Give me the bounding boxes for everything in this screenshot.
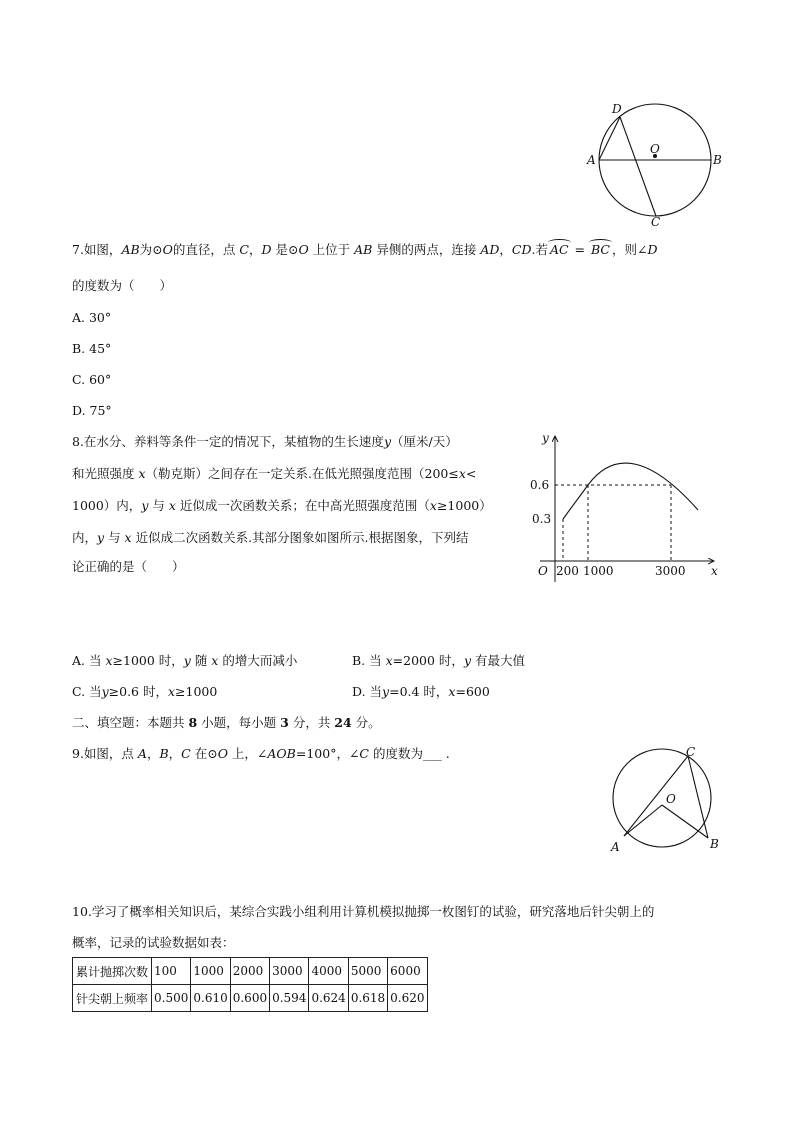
q8-option-b: B. 当 x=2000 时，y 有最大值 xyxy=(352,653,525,668)
table-cell: 1000 xyxy=(191,958,230,985)
table-cell: 0.624 xyxy=(309,985,348,1012)
q10-stem-line2: 概率，记录的试验数据如表： xyxy=(72,935,235,950)
label-o: O xyxy=(650,142,660,156)
table-cell: 0.620 xyxy=(388,985,427,1012)
q8-option-d: D. 当y=0.4 时，x=600 xyxy=(352,684,490,699)
q8-stem-line1: 8.在水分、养料等条件一定的情况下，某植物的生长速度y（厘米/天） xyxy=(72,434,458,449)
origin-label: O xyxy=(538,564,548,578)
table-row xyxy=(73,985,428,1012)
table-cell: 100 xyxy=(152,958,191,985)
q7-option-c: C. 60° xyxy=(72,372,112,387)
x-tick-1000: 1000 xyxy=(583,564,614,578)
q8-option-c: C. 当y≥0.6 时，x≥1000 xyxy=(72,684,218,699)
label-o: O xyxy=(666,792,676,806)
x-tick-3000: 3000 xyxy=(655,564,686,578)
y-tick-0-3: 0.3 xyxy=(532,512,552,526)
row-header-throws: 累计抛掷次数 xyxy=(73,958,152,985)
section-heading: 二、填空题：本题共 8 小题，每小题 3 分，共 24 分。 xyxy=(72,715,381,730)
table-row xyxy=(73,958,428,985)
table-cell: 2000 xyxy=(230,958,269,985)
row-header-frequency: 针尖朝上频率 xyxy=(73,985,152,1012)
label-a: A xyxy=(611,840,620,854)
label-b: B xyxy=(710,837,719,851)
label-d: D xyxy=(612,102,622,116)
q8-stem-line3: 1000）内，y 与 x 近似成一次函数关系；在中高光照强度范围（x≥1000） xyxy=(72,498,492,513)
table-cell: 0.500 xyxy=(152,985,191,1012)
q7-option-d: D. 75° xyxy=(72,403,112,418)
q8-stem-line4: 内，y 与 x 近似成二次函数关系.其部分图象如图所示.根据图象，下列结 xyxy=(72,530,469,545)
table-cell: 4000 xyxy=(309,958,348,985)
q7-option-b: B. 45° xyxy=(72,341,112,356)
q8-option-a: A. 当 x≥1000 时，y 随 x 的增大而减小 xyxy=(72,653,298,668)
y-tick-0-6: 0.6 xyxy=(530,478,550,492)
arc-bc: BC xyxy=(591,242,610,257)
label-c: C xyxy=(651,215,661,229)
label-a: A xyxy=(587,153,596,167)
table-cell: 5000 xyxy=(348,958,387,985)
table-cell: 0.618 xyxy=(348,985,387,1012)
arc-ac: AC xyxy=(549,242,569,257)
table-cell: 0.600 xyxy=(230,985,269,1012)
table-cell: 0.610 xyxy=(191,985,230,1012)
table-cell: 0.594 xyxy=(270,985,309,1012)
label-b: B xyxy=(713,153,722,167)
table-cell: 6000 xyxy=(388,958,427,985)
q8-stem-line2: 和光照强度 x（勒克斯）之间存在一定关系.在低光照强度范围（200≤x< xyxy=(72,466,477,481)
x-axis-label: x xyxy=(711,564,718,578)
q8-stem-line5: 论正确的是（ ） xyxy=(72,559,185,574)
circle-figure-q9 xyxy=(600,738,730,858)
q9-stem: 9.如图，点 A，B，C 在⊙O 上，∠AOB=100°，∠C 的度数为___ . xyxy=(72,746,450,761)
q7-option-a: A. 30° xyxy=(72,310,112,325)
frequency-table xyxy=(72,957,428,1012)
label-c: C xyxy=(686,745,696,759)
x-tick-200: 200 xyxy=(556,564,579,578)
y-axis-label: y xyxy=(542,431,549,445)
q7-stem-line1: 7.如图，AB为⊙O的直径，点 C，D 是⊙O 上位于 AB 异侧的两点，连接 AD，CD.若 AC = BC ，则∠D xyxy=(72,242,658,257)
circle-figure-q7 xyxy=(580,98,730,230)
function-graph-q8 xyxy=(530,428,730,584)
q7-stem-line2: 的度数为（ ） xyxy=(72,278,173,293)
answer-blank: ___ xyxy=(422,746,442,761)
table-cell: 3000 xyxy=(270,958,309,985)
q10-stem-line1: 10.学习了概率相关知识后，某综合实践小组利用计算机模拟抛掷一枚图钉的试验，研究落地后针尖朝上的 xyxy=(72,904,655,919)
